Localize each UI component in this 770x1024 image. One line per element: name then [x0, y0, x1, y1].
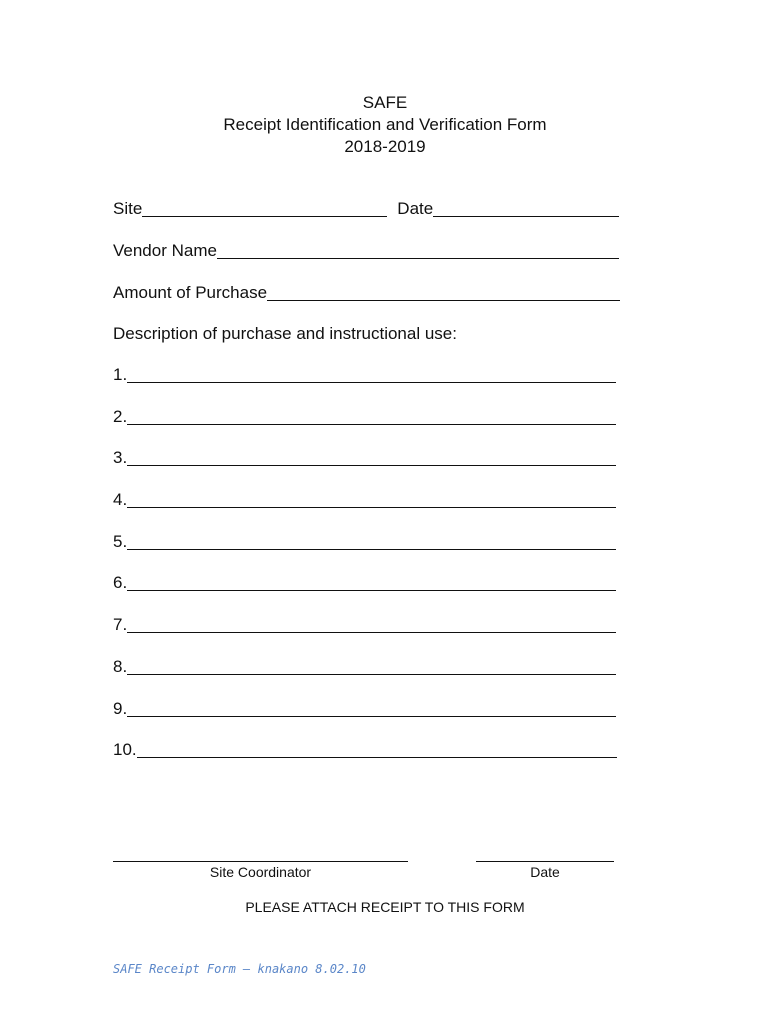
- vendor-label: Vendor Name: [113, 241, 217, 260]
- amount-row: [113, 281, 620, 303]
- form-header: [0, 92, 770, 158]
- line-number: 7.: [113, 615, 128, 635]
- amount-label: Amount of Purchase: [113, 283, 268, 302]
- line-number: 1.: [113, 365, 128, 384]
- line-number: 9.: [113, 698, 128, 718]
- description-line-item: [113, 698, 633, 740]
- description-line-item: [113, 656, 633, 698]
- line-number: 10.: [113, 740, 137, 760]
- description-line-item: [113, 614, 633, 656]
- description-line-item: [113, 364, 633, 406]
- description-field[interactable]: [127, 614, 616, 633]
- vendor-field[interactable]: [217, 240, 619, 259]
- description-field[interactable]: [127, 447, 616, 466]
- coordinator-signature-line[interactable]: [113, 861, 408, 862]
- site-label: Site: [113, 199, 143, 218]
- date-field[interactable]: [433, 198, 619, 217]
- description-line-item: [113, 406, 633, 448]
- amount-field[interactable]: [267, 282, 620, 301]
- description-field[interactable]: [127, 364, 616, 383]
- coordinator-label: Site Coordinator: [209, 864, 312, 880]
- line-number: 4.: [113, 490, 128, 510]
- site-field[interactable]: [142, 198, 387, 217]
- line-number: 2.: [113, 406, 128, 426]
- description-field[interactable]: [127, 531, 616, 550]
- line-number: 8.: [113, 656, 128, 676]
- description-field[interactable]: [127, 698, 616, 717]
- description-line-item: [113, 572, 633, 614]
- site-date-row: [113, 197, 619, 219]
- description-field[interactable]: [137, 739, 617, 758]
- signature-date-label: Date: [530, 864, 560, 880]
- vendor-row: [113, 239, 619, 261]
- signature-date-line[interactable]: [476, 861, 614, 862]
- school-year: 2018-2019: [344, 137, 426, 156]
- line-number: 6.: [113, 573, 128, 593]
- description-field[interactable]: [127, 656, 616, 675]
- attach-receipt-note: PLEASE ATTACH RECEIPT TO THIS FORM: [245, 899, 525, 915]
- form-footer: SAFE Receipt Form – knakano 8.02.10: [113, 962, 366, 976]
- description-heading: [113, 322, 457, 344]
- description-line-item: [113, 447, 633, 489]
- description-label: Description of purchase and instructional use:: [113, 324, 457, 343]
- description-field[interactable]: [127, 572, 616, 591]
- description-line-item: [113, 489, 633, 531]
- form-title: Receipt Identification and Verification Form: [223, 115, 547, 134]
- line-number: 3.: [113, 448, 128, 468]
- description-line-item: [113, 531, 633, 573]
- description-list: [113, 364, 633, 781]
- line-number: 5.: [113, 531, 128, 551]
- description-line-item: [113, 739, 633, 781]
- org-name: SAFE: [362, 93, 408, 112]
- description-field[interactable]: [127, 406, 616, 425]
- date-label: Date: [397, 199, 434, 218]
- description-field[interactable]: [127, 489, 616, 508]
